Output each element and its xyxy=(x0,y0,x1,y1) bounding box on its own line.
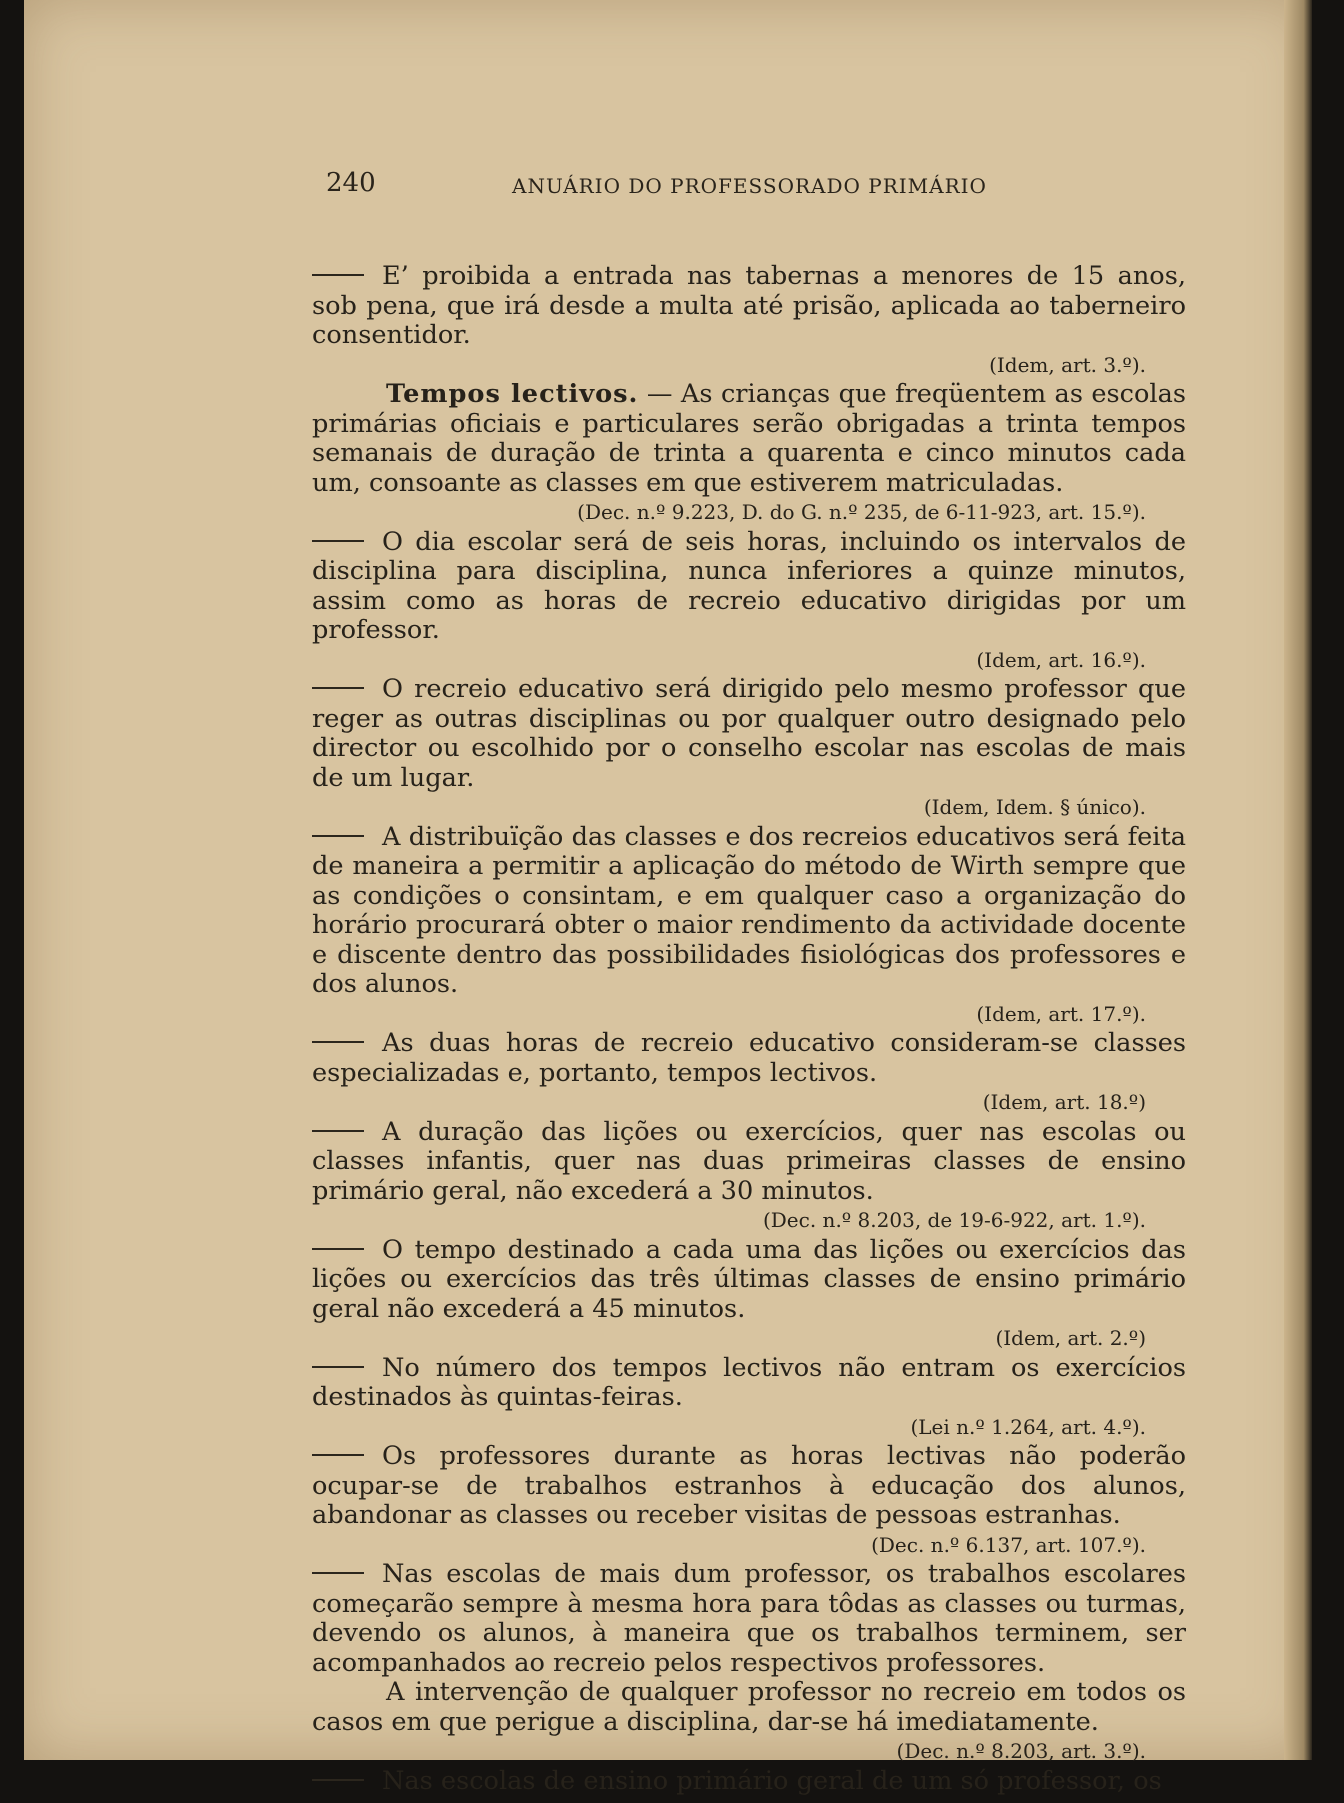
paragraph-distribuicao: A distribuïção das classes e dos recreios educativos será feita de maneira a permitir a aplicação do método de Wirth sempre que as condições o consintam, e em qualquer caso a organização do horário procurará obter o maior rendimento da actividade docente e discente dentro das possibilidades fisiológicas dos professores e dos alunos. xyxy=(312,821,1186,999)
section-heading: Tempos lectivos. xyxy=(386,379,639,409)
citation: (Lei n.º 1.264, art. 4.º). xyxy=(910,1414,1146,1439)
em-dash-rule xyxy=(312,1041,364,1043)
em-dash-rule xyxy=(312,1572,364,1574)
em-dash-rule xyxy=(312,1454,364,1456)
paragraph-escolas-mais-professor: Nas escolas de mais dum professor, os trabalhos escolares começarão sempre à mesma hora para tôdas as classes ou turmas, devendo os alunos, à maneira que os trabalhos terminem, ser acompanhados ao recreio pelos respectivos professores. xyxy=(312,1559,1186,1678)
paragraph-quintas-feiras: No número dos tempos lectivos não entram os exercícios destinados às quintas-feiras. xyxy=(312,1352,1186,1412)
page-number: 240 xyxy=(326,168,376,198)
em-dash-rule xyxy=(312,687,364,689)
paragraph-tempos-lectivos: Tempos lectivos. — As crianças que freqüentem as escolas primárias oficiais e particulares serão obrigadas a trinta tempos semanais de duração de trinta a quarenta e cinco minutos cada um, consoante as classes em que estiverem matriculadas. xyxy=(312,379,1186,498)
paragraph-dia-escolar: O dia escolar será de seis horas, incluindo os intervalos de disciplina para disciplina, nunca inferiores a quinze minutos, assim como as horas de recreio educativo dirigidas por um professor. xyxy=(312,526,1186,645)
citation: (Idem, Idem. § único). xyxy=(923,795,1146,819)
paragraph-duas-horas: As duas horas de recreio educativo consideram-se classes especializadas e, portanto, tempos lectivos. xyxy=(312,1028,1186,1088)
em-dash-rule xyxy=(312,1130,364,1132)
paragraph-duracao: A duração das lições ou exercícios, quer nas escolas ou classes infantis, quer nas duas primeiras classes de ensino primário geral, não excederá a 30 minutos. xyxy=(312,1116,1186,1206)
paragraph-tempo-destinado: O tempo destinado a cada uma das lições ou exercícios das lições ou exercícios das três últimas classes de ensino primário geral não excederá a 45 minutos. xyxy=(312,1234,1186,1324)
em-dash-rule xyxy=(312,835,364,837)
running-title: ANUÁRIO DO PROFESSORADO PRIMÁRIO xyxy=(512,174,987,198)
page-edge xyxy=(1284,0,1312,1760)
citation: (Dec. n.º 9.223, D. do G. n.º 235, de 6-11-923, art. 15.º). xyxy=(577,500,1146,524)
em-dash-rule xyxy=(312,1779,364,1781)
paragraph-recreio: O recreio educativo será dirigido pelo mesmo professor que reger as outras disciplinas ou por qualquer outro designado pelo director ou escolhido por o conselho escolar nas escolas de mais de um lugar. xyxy=(312,674,1186,793)
citation: (Idem, art. 16.º). xyxy=(976,647,1146,672)
em-dash-rule xyxy=(312,1366,364,1368)
em-dash-rule xyxy=(312,274,364,276)
citation: (Dec. n.º 6.137, art. 107.º). xyxy=(871,1532,1146,1557)
citation: (Idem, art. 3.º). xyxy=(989,352,1146,377)
paragraph-professores: Os professores durante as horas lectivas não poderão ocupar-se de trabalhos estranhos à educação dos alunos, abandonar as classes ou receber visitas de pessoas estranhas. xyxy=(312,1441,1186,1530)
citation: (Idem, art. 2.º) xyxy=(995,1326,1146,1350)
paragraph-escolas-um-professor: Nas escolas de ensino primário geral de um só professor, os xyxy=(312,1767,1186,1797)
paragraph-taberna: E’ proibida a entrada nas tabernas a menores de 15 anos, sob pena, que irá desde a multa até prisão, aplicada ao taberneiro consentidor. xyxy=(312,261,1186,350)
em-dash-rule xyxy=(312,1248,364,1250)
paragraph-intervencao: A intervenção de qualquer professor no recreio em todos os casos em que perigue a disciplina, dar-se há imediatamente. xyxy=(312,1677,1186,1737)
citation: (Dec. n.º 8.203, de 19-6-922, art. 1.º). xyxy=(762,1208,1146,1232)
citation: (Idem, art. 18.º) xyxy=(982,1090,1146,1114)
citation: (Dec. n.º 8.203, art. 3.º). xyxy=(896,1739,1146,1763)
citation: (Idem, art. 17.º). xyxy=(976,1001,1146,1026)
em-dash-rule xyxy=(312,540,364,542)
body-text xyxy=(312,262,1186,1796)
